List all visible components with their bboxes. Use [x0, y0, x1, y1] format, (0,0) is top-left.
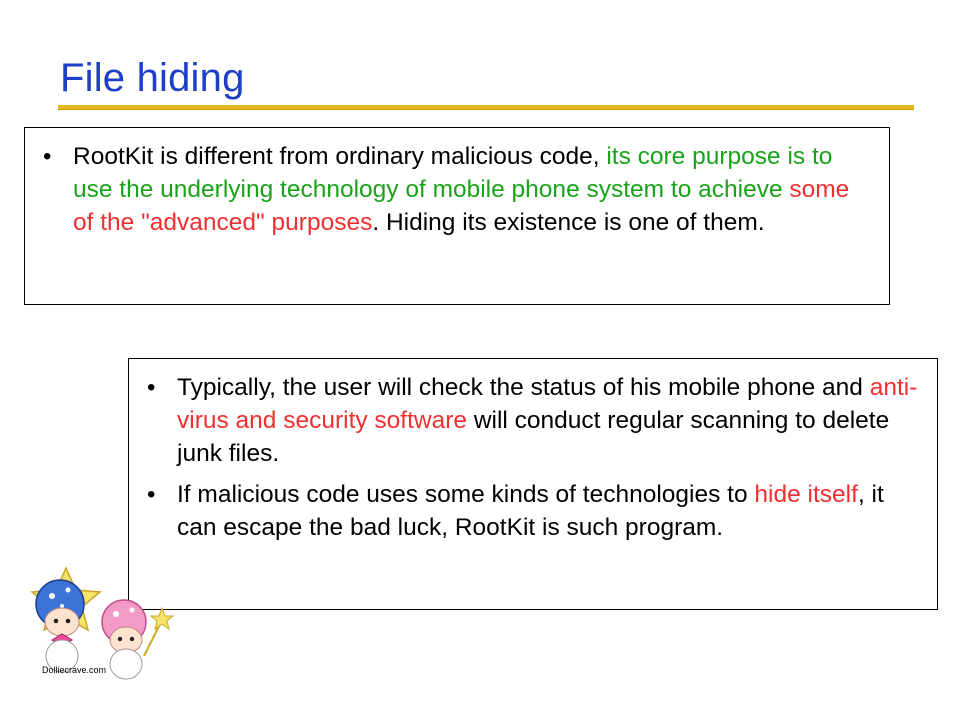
user-checks-tail: will conduct regular scanning to delete junk files.	[177, 407, 890, 467]
hide-itself-text: If malicious code uses some kinds of technologies to	[177, 481, 755, 508]
slide-title: File hiding	[60, 56, 245, 100]
intro-red-highlight: some of the "advanced" purposes	[73, 176, 850, 236]
bullet-rootkit-intro	[39, 140, 875, 239]
antivirus-red-highlight: anti-virus and security software	[177, 374, 918, 434]
details-text-box	[128, 358, 938, 610]
bullet-user-checks	[143, 371, 923, 470]
intro-plain-text: RootKit is different from ordinary malicious code,	[73, 143, 607, 170]
user-checks-text: Typically, the user will check the status of his mobile phone and	[177, 374, 870, 401]
clipart-watermark: Dolliecrave.com	[42, 665, 107, 675]
intro-text-box	[24, 127, 890, 305]
bullet-dot: •	[43, 143, 52, 170]
bullet-dot: •	[147, 374, 156, 401]
hide-itself-red-highlight: hide itself	[754, 481, 858, 508]
bullet-hide-itself	[143, 478, 923, 544]
hide-itself-tail: , it can escape the bad luck, RootKit is such program.	[177, 481, 884, 541]
bullet-dot: •	[147, 481, 156, 508]
intro-plain-tail: . Hiding its existence is one of them.	[372, 209, 765, 236]
intro-green-highlight: its core purpose is to use the underlying technology of mobile phone system to achieve	[73, 143, 833, 203]
title-underline	[58, 105, 914, 110]
